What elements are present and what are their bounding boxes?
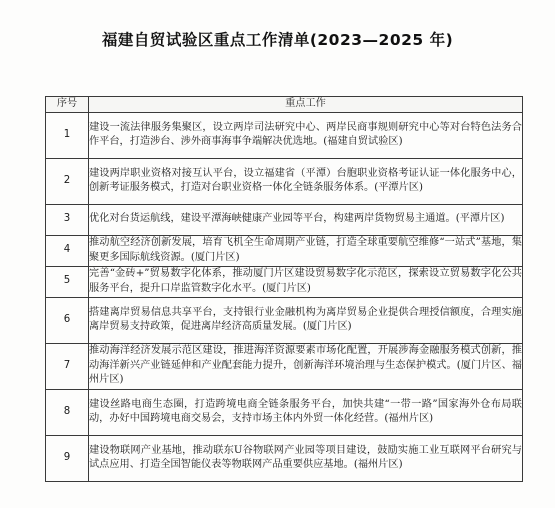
row-number: 1 <box>46 112 89 158</box>
table-row <box>46 297 523 343</box>
row-number: 9 <box>46 435 89 481</box>
header-serial-number: 序号 <box>46 97 89 113</box>
row-task-text: 建设丝路电商生态圈，打造跨境电商全链条服务平台，加快共建“一带一路”国家海外仓布局联动，办好中国跨境电商交易会，支持市场主体内外贸一体化经营。(福州片区) <box>89 389 523 435</box>
row-task-text: 建设物联网产业基地，推动联东U谷物联网产业园等项目建设，鼓励实施工业互联网平台研究与试点应用、打造全国智能仪表等物联网产品重要供应基地。(福州片区) <box>89 435 523 481</box>
table-row <box>46 204 523 235</box>
row-task-text: 建设一流法律服务集聚区，设立两岸司法研究中心、两岸民商事规则研究中心等对台特色法务合作平台，打造涉台、涉外商事海事争端解决优选地。(福建自贸试验区) <box>89 112 523 158</box>
header-key-task: 重点工作 <box>89 97 523 113</box>
key-tasks-table <box>45 96 523 482</box>
row-task-text: 推动航空经济创新发展，培育飞机全生命周期产业链，打造全球重要航空维修“一站式”基地，集聚更多国际航线资源。(厦门片区) <box>89 235 523 266</box>
row-number: 3 <box>46 204 89 235</box>
row-number: 5 <box>46 266 89 297</box>
table-row <box>46 112 523 158</box>
row-task-text: 推动海洋经济发展示范区建设，推进海洋资源要素市场化配置，开展涉海金融服务模式创新，推动海洋新兴产业链延伸和产业配套能力提升，创新海洋环境治理与生态保护模式。(厦门片区、福州片区) <box>89 343 523 389</box>
row-number: 6 <box>46 297 89 343</box>
row-task-text: 完善“金砖+”贸易数字化体系，推动厦门片区建设贸易数字化示范区，探索设立贸易数字化公共服务平台，提升口岸监管数字化水平。(厦门片区) <box>89 266 523 297</box>
table-header-row <box>46 97 523 113</box>
table-row <box>46 158 523 204</box>
table-row <box>46 235 523 266</box>
table-row <box>46 435 523 481</box>
row-number: 2 <box>46 158 89 204</box>
row-number: 8 <box>46 389 89 435</box>
table-row <box>46 343 523 389</box>
row-task-text: 建设两岸职业资格对接互认平台，设立福建省（平潭）台胞职业资格考证认证一体化服务中心，创新考证服务模式，打造对台职业资格一体化全链条服务体系。(平潭片区) <box>89 158 523 204</box>
row-number: 4 <box>46 235 89 266</box>
row-task-text: 搭建离岸贸易信息共享平台，支持银行业金融机构为离岸贸易企业提供合理授信额度，合理实施离岸贸易支持政策，促进离岸经济高质量发展。(厦门片区) <box>89 297 523 343</box>
table-row <box>46 266 523 297</box>
row-task-text: 优化对台货运航线，建设平潭海峡健康产业园等平台，构建两岸货物贸易主通道。(平潭片区) <box>89 204 523 235</box>
row-number: 7 <box>46 343 89 389</box>
table-row <box>46 389 523 435</box>
document-title: 福建自贸试验区重点工作清单(2023—2025 年) <box>101 31 454 49</box>
